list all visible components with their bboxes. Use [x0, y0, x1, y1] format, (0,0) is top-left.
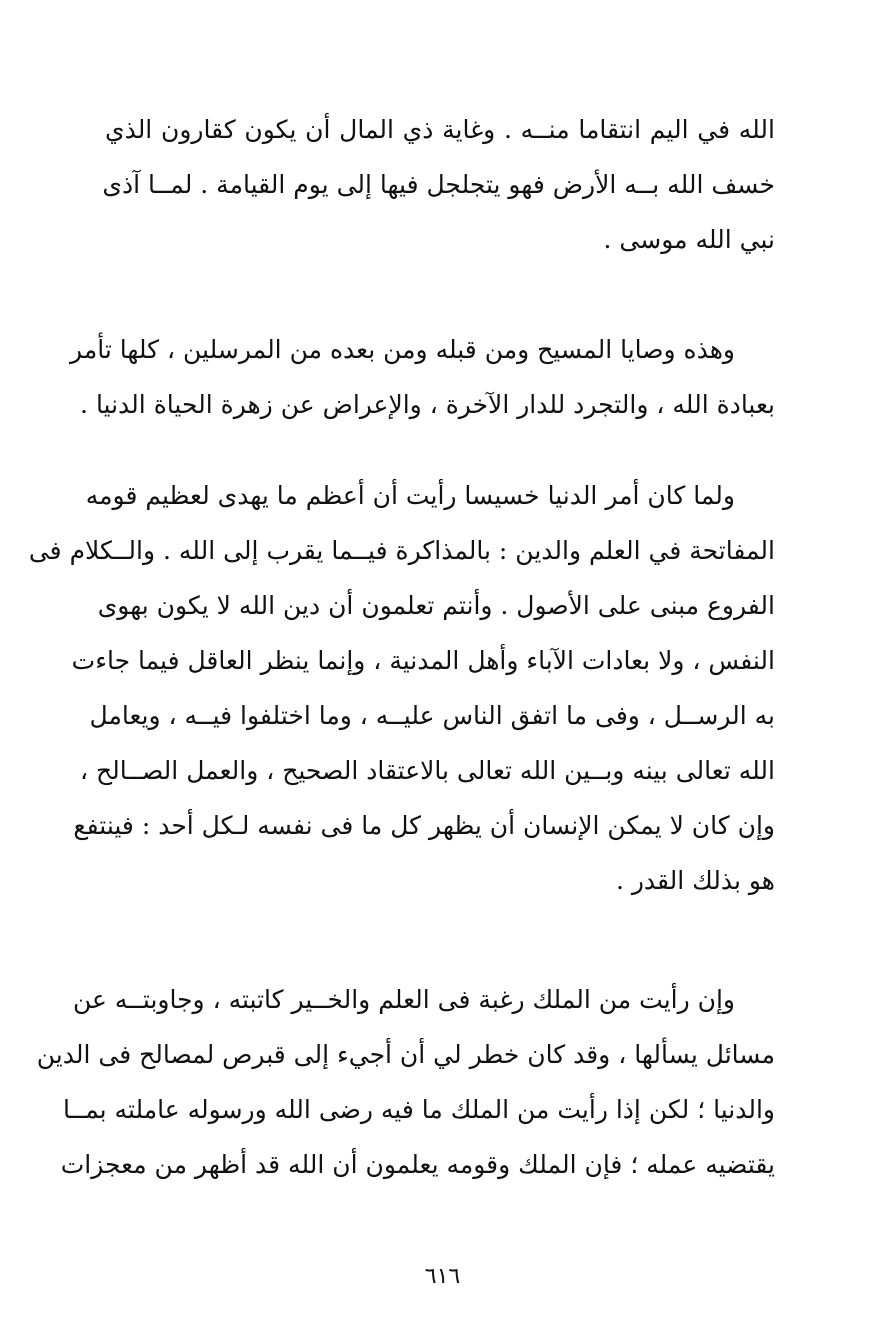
text-line: والدنيا ؛ لكن إذا رأيت من الملك ما فيه رضى الله ورسوله عاملته بمــا — [62, 1095, 775, 1124]
text-line: بعبادة الله ، والتجرد للدار الآخرة ، والإعراض عن زهرة الحياة الدنيا . — [80, 390, 775, 419]
text-line: خسف الله بــه الأرض فهو يتجلجل فيها إلى يوم القيامة . لمــا آذى — [102, 170, 775, 199]
text-line: نبي الله موسى . — [603, 225, 775, 254]
text-line: الله في اليم انتقاما منــه . وغاية ذي المال أن يكون كقارون الذي — [105, 115, 775, 144]
page-number: ٦١٦ — [424, 1264, 461, 1289]
text-line: هو بذلك القدر . — [615, 866, 775, 895]
text-line: الله تعالى بينه وبــين الله تعالى بالاعتقاد الصحيح ، والعمل الصــالح ، — [79, 756, 775, 785]
text-line: الفروع مبنى على الأصول . وأنتم تعلمون أن دين الله لا يكون بهوى — [97, 591, 775, 620]
text-line: وإن كان لا يمكن الإنسان أن يظهر كل ما فى نفسه لـكل أحد : فينتفع — [73, 811, 775, 840]
text-line: المفاتحة في العلم والدين : بالمذاكرة فيــما يقرب إلى الله . والــكلام فى — [28, 536, 775, 565]
paragraph-3 — [28, 468, 775, 908]
text-line: النفس ، ولا بعادات الآباء وأهل المدنية ، وإنما ينظر العاقل فيما جاءت — [71, 646, 775, 675]
text-line: وهذه وصايا المسيح ومن قبله ومن بعده من المرسلين ، كلها تأمر — [70, 335, 735, 364]
paragraph-2 — [70, 322, 775, 432]
text-line: مسائل يسألها ، وقد كان خطر لي أن أجيء إلى قبرص لمصالح فى الدين — [36, 1040, 775, 1069]
paragraph-1 — [102, 102, 775, 267]
text-line: ولما كان أمر الدنيا خسيسا رأيت أن أعظم ما يهدى لعظيم قومه — [85, 481, 735, 510]
text-line: يقتضيه عمله ؛ فإن الملك وقومه يعلمون أن الله قد أظهر من معجزات — [60, 1150, 775, 1179]
paragraph-4 — [36, 972, 775, 1192]
text-line: به الرســل ، وفى ما اتفق الناس عليــه ، وما اختلفوا فيــه ، ويعامل — [89, 701, 775, 730]
text-line: وإن رأيت من الملك رغبة فى العلم والخــير كاتبته ، وجاوبتــه عن — [72, 985, 735, 1014]
